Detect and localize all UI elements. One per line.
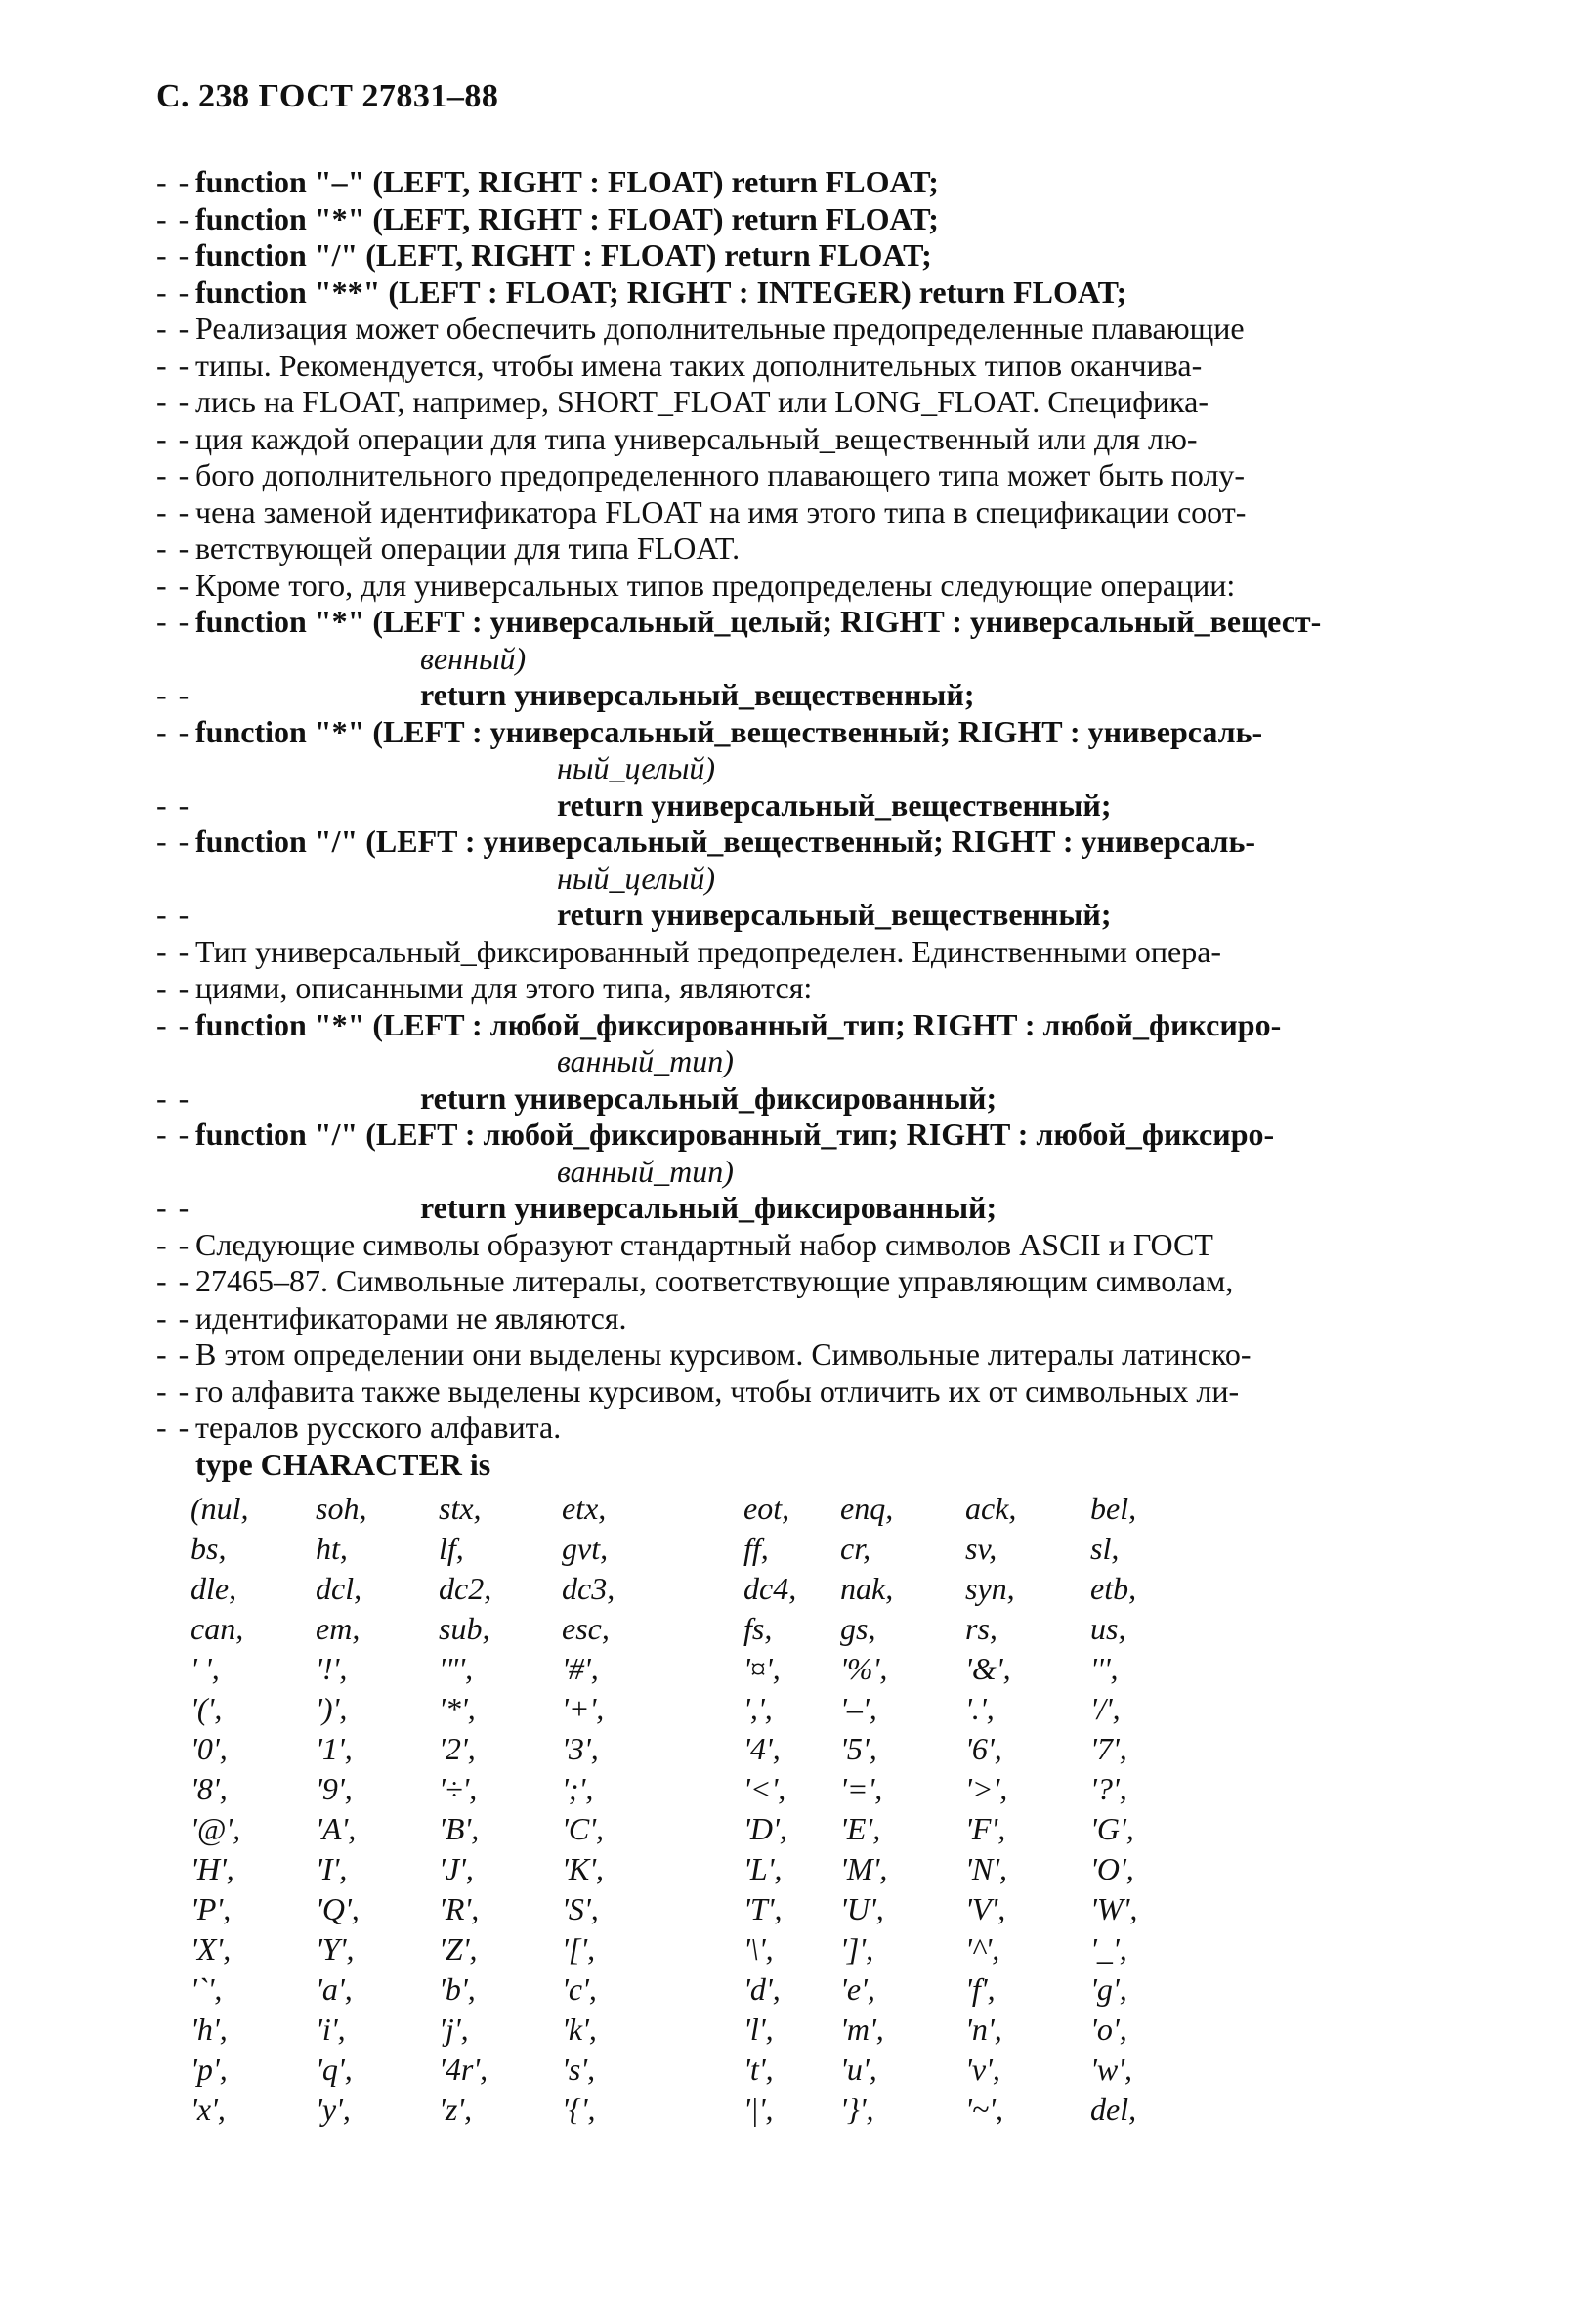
text-line [156, 348, 1426, 385]
table-row [191, 1689, 1178, 1729]
table-row [191, 1889, 1178, 1929]
table-cell: gs, [840, 1611, 876, 1646]
table-cell: 'N', [965, 1851, 1008, 1886]
table-row [191, 1969, 1178, 2009]
comment-dash: - - [156, 1190, 191, 1225]
table-cell: 'o', [1090, 2011, 1127, 2047]
table-cell: 'c', [562, 1971, 597, 2007]
table-cell: ']', [840, 1931, 874, 1966]
table-cell: 'P', [191, 1891, 232, 1926]
text-line [156, 1080, 1426, 1118]
table-cell: '*', [439, 1691, 476, 1726]
text-line [156, 897, 1426, 934]
text-line [156, 1300, 1426, 1337]
table-row [191, 2049, 1178, 2090]
comment-dash: - - [156, 237, 191, 273]
line-text: Тип универсальный_фиксированный предопределен. Единственными опера- [195, 933, 1222, 969]
text-line [156, 1227, 1426, 1264]
line-text: ванный_тип) [557, 1043, 734, 1078]
table-cell: 'V', [965, 1891, 1006, 1926]
table-cell: bel, [1090, 1491, 1137, 1526]
table-cell: dc4, [743, 1571, 797, 1606]
table-cell: 'e', [840, 1971, 875, 2007]
table-cell: gvt, [562, 1531, 609, 1566]
table-cell: cr, [840, 1531, 871, 1566]
text-line [156, 1043, 1426, 1080]
table-cell: 'C', [562, 1811, 605, 1846]
table-cell: '|', [743, 2092, 774, 2127]
line-text: function "*" (LEFT, RIGHT : FLOAT) return FLOAT; [195, 200, 939, 236]
table-cell: 'B', [439, 1811, 480, 1846]
text-line [156, 1410, 1426, 1447]
comment-dash: - - [156, 1336, 191, 1372]
line-text: типы. Рекомендуется, чтобы имена таких дополнительных типов оканчива- [195, 347, 1203, 383]
line-text: 27465–87. Символьные литералы, соответствующие управляющим символам, [195, 1263, 1234, 1298]
table-cell: 'f', [965, 1971, 996, 2007]
table-cell: sub, [439, 1611, 490, 1646]
line-text: Следующие символы образуют стандартный набор символов ASCII и ГОСТ [195, 1226, 1213, 1262]
table-row [191, 1929, 1178, 1969]
table-cell: 'k', [562, 2011, 597, 2047]
table-cell: 'T', [743, 1891, 783, 1926]
line-text: function "*" (LEFT : любой_фиксированный_тип; RIGHT : любой_фиксиро- [195, 1006, 1282, 1042]
table-cell: ' ', [191, 1651, 220, 1686]
table-cell: '@', [191, 1811, 241, 1846]
text-line [156, 1007, 1426, 1044]
table-cell: '4r', [439, 2051, 488, 2087]
table-cell: ack, [965, 1491, 1017, 1526]
line-text: function "–" (LEFT, RIGHT : FLOAT) return FLOAT; [195, 164, 939, 199]
table-cell: 'Q', [316, 1891, 360, 1926]
table-cell: 'g', [1090, 1971, 1127, 2007]
table-cell: 'O', [1090, 1851, 1134, 1886]
table-cell: del, [1090, 2092, 1137, 2127]
line-text: return универсальный_вещественный; [420, 677, 975, 712]
page-ref: С. 238 ГОСТ 27831–88 [156, 78, 499, 114]
text-line [156, 1373, 1426, 1411]
table-cell: '"', [439, 1651, 474, 1686]
text-line [156, 750, 1426, 787]
table-cell: '&', [965, 1651, 1011, 1686]
line-text: чена заменой идентификатора FLOAT на имя этого типа в спецификации соот- [195, 493, 1247, 529]
text-line [156, 1117, 1426, 1154]
line-text: венный) [420, 640, 527, 676]
page-header [156, 78, 498, 115]
comment-dash: - - [156, 1079, 191, 1116]
table-cell: '}', [840, 2092, 874, 2127]
line-text: function "*" (LEFT : универсальный_вещественный; RIGHT : универсаль- [195, 713, 1263, 749]
text-line [156, 714, 1426, 751]
comment-dash: - - [156, 1263, 191, 1298]
table-cell: '3', [562, 1731, 599, 1766]
table-row [191, 1729, 1178, 1769]
table-cell: '(', [191, 1691, 223, 1726]
comment-dash: - - [156, 933, 191, 969]
comment-dash: - - [156, 897, 191, 932]
text-line [156, 384, 1426, 421]
text-line [156, 201, 1426, 238]
table-cell: bs, [191, 1531, 227, 1566]
table-cell: '^', [965, 1931, 1000, 1966]
table-cell: ff, [743, 1531, 769, 1566]
comment-dash: - - [156, 164, 191, 199]
table-cell: etb, [1090, 1571, 1137, 1606]
table-cell: '[', [562, 1931, 596, 1966]
table-cell: nak, [840, 1571, 894, 1606]
text-line [156, 530, 1426, 568]
table-cell: 'm', [840, 2011, 884, 2047]
line-text: лись на FLOAT, например, SHORT_FLOAT или LONG_FLOAT. Специфика- [195, 384, 1209, 419]
line-text: type CHARACTER is [195, 1446, 491, 1482]
table-cell: '¤', [743, 1651, 781, 1686]
table-cell: 'Z', [439, 1931, 478, 1966]
line-text: ция каждой операции для типа универсальный_вещественный или для лю- [195, 420, 1198, 456]
table-cell: ';', [562, 1771, 594, 1806]
table-cell: 'E', [840, 1811, 881, 1846]
text-line [156, 1154, 1426, 1191]
line-text: Реализация может обеспечить дополнительные предопределенные плавающие [195, 311, 1245, 346]
table-cell: 'R', [439, 1891, 480, 1926]
text-line [156, 1447, 1426, 1484]
line-text: function "/" (LEFT : любой_фиксированный_тип; RIGHT : любой_фиксиро- [195, 1117, 1275, 1152]
comment-dash: - - [156, 311, 191, 346]
table-cell: 'H', [191, 1851, 234, 1886]
table-cell: 'x', [191, 2092, 226, 2127]
table-cell: 'z', [439, 2092, 473, 2127]
comment-dash: - - [156, 530, 191, 566]
table-cell: stx, [439, 1491, 482, 1526]
comment-dash: - - [156, 1373, 191, 1409]
line-text: циями, описанными для этого типа, являются: [195, 970, 813, 1005]
table-row [191, 1609, 1178, 1649]
text-line [156, 861, 1426, 898]
text-line [156, 1263, 1426, 1300]
table-cell: 'i', [316, 2011, 346, 2047]
table-cell: 'L', [743, 1851, 783, 1886]
comment-dash: - - [156, 420, 191, 456]
character-table-body [191, 1489, 1178, 2130]
table-row [191, 1489, 1178, 1529]
table-row [191, 2090, 1178, 2130]
comment-dash: - - [156, 1006, 191, 1042]
table-cell: '–', [840, 1691, 877, 1726]
comment-dash: - - [156, 786, 191, 823]
table-cell: esc, [562, 1611, 610, 1646]
comment-dash: - - [156, 1117, 191, 1152]
table-cell: '`', [191, 1971, 223, 2007]
comment-dash: - - [156, 274, 191, 310]
table-cell: lf, [439, 1531, 464, 1566]
table-cell: 'D', [743, 1811, 787, 1846]
table-cell: sl, [1090, 1531, 1120, 1566]
table-cell: 'w', [1090, 2051, 1133, 2087]
line-text: function "*" (LEFT : универсальный_целый; RIGHT : универсальный_вещест- [195, 604, 1322, 639]
line-text: return универсальный_фиксированный; [420, 1190, 997, 1225]
table-cell: 's', [562, 2051, 596, 2087]
text-line [156, 1190, 1426, 1227]
table-cell: dc3, [562, 1571, 615, 1606]
table-cell: '=', [840, 1771, 883, 1806]
comment-dash: - - [156, 1299, 191, 1335]
table-cell: '9', [316, 1771, 353, 1806]
table-cell: 'j', [439, 2011, 469, 2047]
table-cell: '8', [191, 1771, 228, 1806]
table-cell: soh, [316, 1491, 367, 1526]
text-line [156, 311, 1426, 348]
table-row [191, 1529, 1178, 1569]
table-cell: rs, [965, 1611, 997, 1646]
text-line [156, 934, 1426, 971]
table-cell: '.', [965, 1691, 995, 1726]
line-text: return универсальный_вещественный; [557, 897, 1112, 932]
table-row [191, 1649, 1178, 1689]
table-cell: 'G', [1090, 1811, 1134, 1846]
table-cell: 'M', [840, 1851, 888, 1886]
comment-dash: - - [156, 384, 191, 419]
table-cell: 'p', [191, 2051, 228, 2087]
table-cell: 'A', [316, 1811, 357, 1846]
table-cell: '<', [743, 1771, 786, 1806]
text-line [156, 787, 1426, 824]
text-line [156, 421, 1426, 458]
text-line [156, 494, 1426, 531]
table-cell: '÷', [439, 1771, 478, 1806]
table-cell: 'S', [562, 1891, 599, 1926]
comment-dash: - - [156, 1226, 191, 1262]
line-text: function "/" (LEFT : универсальный_вещественный; RIGHT : универсаль- [195, 824, 1256, 859]
table-cell: 'b', [439, 1971, 476, 2007]
comment-dash: - - [156, 457, 191, 492]
text-line [156, 824, 1426, 861]
table-cell: 't', [743, 2051, 774, 2087]
table-cell: 'W', [1090, 1891, 1138, 1926]
comment-dash: - - [156, 970, 191, 1005]
table-row [191, 1569, 1178, 1609]
table-cell: 'K', [562, 1851, 605, 1886]
table-cell: '?', [1090, 1771, 1127, 1806]
comment-dash: - - [156, 677, 191, 712]
comment-dash: - - [156, 604, 191, 639]
table-cell: etx, [562, 1491, 607, 1526]
table-cell: '/', [1090, 1691, 1121, 1726]
table-cell: dc2, [439, 1571, 492, 1606]
table-cell: '2', [439, 1731, 476, 1766]
table-cell: '4', [743, 1731, 781, 1766]
table-cell: 'y', [316, 2092, 351, 2127]
comment-dash: - - [156, 200, 191, 236]
line-text: идентификаторами не являются. [195, 1299, 627, 1335]
table-cell: 'l', [743, 2011, 774, 2047]
table-cell: '1', [316, 1731, 353, 1766]
text-line [156, 568, 1426, 605]
table-cell: 'F', [965, 1811, 1006, 1846]
table-cell: 'X', [191, 1931, 232, 1966]
line-text: бого дополнительного предопределенного плавающего типа может быть полу- [195, 457, 1246, 492]
table-cell: eot, [743, 1491, 790, 1526]
table-cell: '{', [562, 2092, 596, 2127]
table-cell: syn, [965, 1571, 1015, 1606]
table-cell: 'I', [316, 1851, 348, 1886]
table-cell: 'q', [316, 2051, 353, 2087]
table-cell: '#', [562, 1651, 599, 1686]
table-cell: em, [316, 1611, 361, 1646]
text-line [156, 604, 1426, 641]
table-cell: dcl, [316, 1571, 362, 1606]
comment-dash: - - [156, 347, 191, 383]
line-text: ный_целый) [557, 860, 716, 896]
text-line [156, 275, 1426, 312]
table-cell: 'h', [191, 2011, 228, 2047]
table-cell: dle, [191, 1571, 237, 1606]
table-cell: 'J', [439, 1851, 474, 1886]
table-cell: 'U', [840, 1891, 884, 1926]
table-cell: 'Y', [316, 1931, 355, 1966]
line-text: го алфавита также выделены курсивом, чтобы отличить их от символьных ли- [195, 1373, 1240, 1409]
line-text: тералов русского алфавита. [195, 1410, 562, 1445]
table-cell: '~', [965, 2092, 1003, 2127]
table-cell: can, [191, 1611, 244, 1646]
text-block [156, 164, 1426, 1483]
table-cell: fs, [743, 1611, 773, 1646]
comment-dash: - - [156, 713, 191, 749]
table-row [191, 1769, 1178, 1809]
table-cell: (nul, [191, 1491, 249, 1526]
text-line [156, 677, 1426, 714]
table-cell: 'u', [840, 2051, 877, 2087]
text-line [156, 237, 1426, 275]
table-cell: '0', [191, 1731, 228, 1766]
comment-dash: - - [156, 493, 191, 529]
text-line [156, 164, 1426, 201]
character-table [191, 1489, 1178, 2130]
line-text: ветствующей операции для типа FLOAT. [195, 530, 741, 566]
line-text: return универсальный_вещественный; [557, 786, 1112, 823]
comment-dash: - - [156, 567, 191, 603]
table-cell: ',', [743, 1691, 773, 1726]
table-cell: 'a', [316, 1971, 353, 2007]
table-cell: '7', [1090, 1731, 1127, 1766]
table-cell: '%', [840, 1651, 888, 1686]
table-cell: '>', [965, 1771, 1008, 1806]
text-line [156, 641, 1426, 678]
table-cell: ht, [316, 1531, 348, 1566]
table-row [191, 1809, 1178, 1849]
table-cell: 'n', [965, 2011, 1002, 2047]
table-cell: '5', [840, 1731, 877, 1766]
line-text: В этом определении они выделены курсивом. Символьные литералы латинско- [195, 1336, 1252, 1372]
text-line [156, 970, 1426, 1007]
table-row [191, 1849, 1178, 1889]
table-cell: '6', [965, 1731, 1002, 1766]
table-cell: us, [1090, 1611, 1126, 1646]
table-cell: 'v', [965, 2051, 1000, 2087]
line-text: Кроме того, для универсальных типов предопределены следующие операции: [195, 567, 1236, 603]
comment-dash: - - [156, 1410, 191, 1445]
line-text: ванный_тип) [557, 1153, 734, 1189]
table-cell: enq, [840, 1491, 894, 1526]
text-line [156, 1336, 1426, 1373]
table-cell: '+', [562, 1691, 605, 1726]
table-cell: sv, [965, 1531, 997, 1566]
table-row [191, 2009, 1178, 2049]
table-cell: ')', [316, 1691, 348, 1726]
line-text: function "/" (LEFT, RIGHT : FLOAT) return FLOAT; [195, 237, 932, 273]
text-line [156, 457, 1426, 494]
line-text: function "**" (LEFT : FLOAT; RIGHT : INTEGER) return FLOAT; [195, 274, 1127, 310]
table-cell: ''', [1090, 1651, 1119, 1686]
table-cell: '!', [316, 1651, 348, 1686]
table-cell: 'd', [743, 1971, 781, 2007]
table-cell: '\', [743, 1931, 774, 1966]
line-text: return универсальный_фиксированный; [420, 1079, 997, 1116]
comment-dash: - - [156, 824, 191, 859]
table-cell: '_', [1090, 1931, 1127, 1966]
line-text: ный_целый) [557, 750, 716, 785]
